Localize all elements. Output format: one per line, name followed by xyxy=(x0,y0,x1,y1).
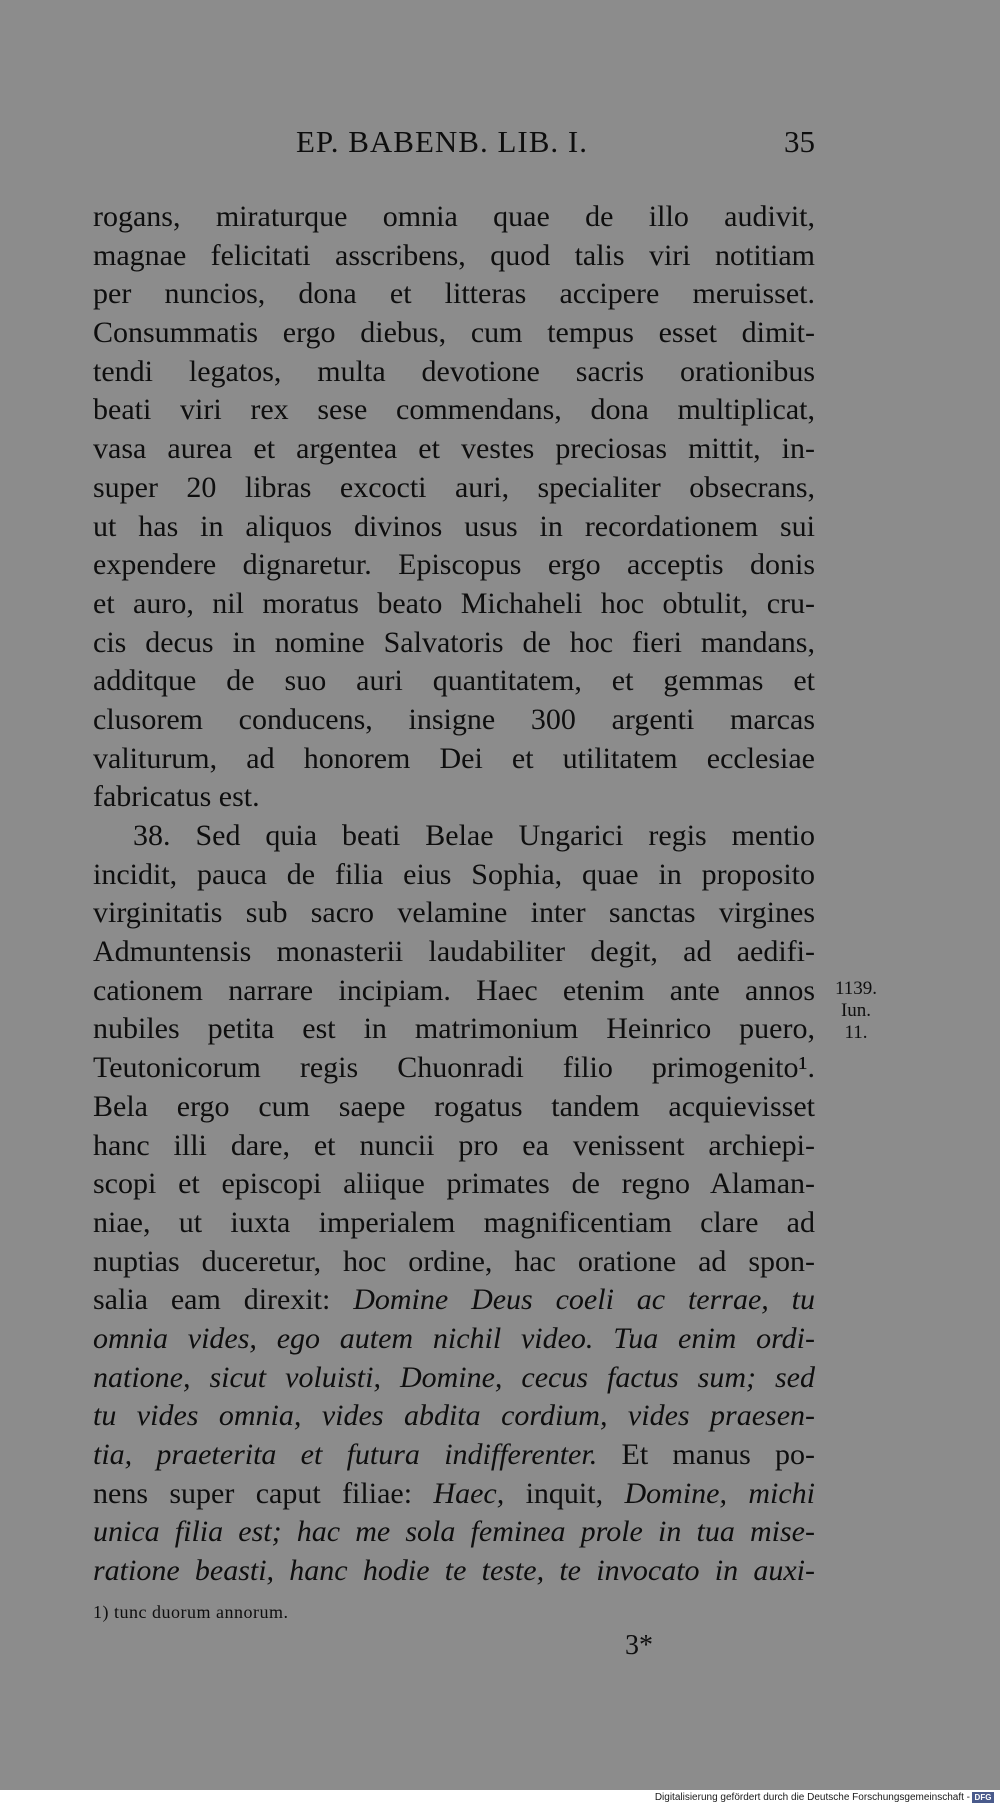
roman-text: nubiles petita est in matrimonium Heinrico puero, xyxy=(93,1012,815,1046)
text-line xyxy=(93,740,815,779)
footnote: 1) tunc duorum annorum. xyxy=(93,1602,289,1622)
text-line xyxy=(93,508,815,547)
roman-text: nens super caput filiae: xyxy=(93,1476,434,1510)
text-line xyxy=(93,1436,815,1475)
roman-text: 38. Sed quia beati Belae Ungarici regis mentio xyxy=(133,819,815,852)
italic-text: Haec, xyxy=(433,1476,505,1510)
roman-text: per nuncios, dona et litteras accipere meruisset. xyxy=(93,277,815,311)
running-title: EP. BABENB. LIB. I. xyxy=(296,124,588,159)
text-line xyxy=(93,701,815,740)
digitization-credit: Digitalisierung gefördert durch die Deutsche Forschungsgemeinschaft - xyxy=(654,1792,970,1803)
text-line xyxy=(93,1359,815,1398)
text-line xyxy=(93,275,815,314)
text-line xyxy=(93,1552,815,1591)
italic-text: natione, sicut voluisti, Domine, cecus factus sum; sed xyxy=(93,1360,815,1394)
page-number: 35 xyxy=(784,124,815,159)
roman-text: inquit, xyxy=(504,1476,625,1510)
roman-text: vasa aurea et argentea et vestes preciosas mittit, in- xyxy=(93,432,815,466)
text-line xyxy=(93,1513,815,1552)
roman-text: Bela ergo cum saepe rogatus tandem acquievisset xyxy=(93,1089,815,1123)
roman-text: et auro, nil moratus beato Michaheli hoc obtulit, cru- xyxy=(93,586,815,620)
text-line xyxy=(93,856,815,895)
roman-text: salia eam direxit: xyxy=(93,1283,354,1317)
text-line xyxy=(93,1088,815,1127)
roman-text: nuptias duceretur, hoc ordine, hac oratione ad spon- xyxy=(93,1244,815,1278)
roman-text: incidit, pauca de filia eius Sophia, quae in proposito xyxy=(93,857,815,891)
roman-text: rogans, miraturque omnia quae de illo audivit, xyxy=(93,200,815,233)
roman-text: Teutonicorum regis Chuonradi filio primogenito¹. xyxy=(93,1051,815,1085)
marginal-year: 1139. xyxy=(834,978,878,999)
page-header xyxy=(0,122,1000,162)
text-line xyxy=(93,1049,815,1088)
text-line xyxy=(93,662,815,701)
text-line xyxy=(93,1165,815,1204)
text-line xyxy=(93,430,815,469)
roman-text: Admuntensis monasterii laudabiliter degit, ad aedifi- xyxy=(93,935,815,969)
marginal-date-note xyxy=(826,978,886,1044)
roman-text: expendere dignaretur. Episcopus ergo acceptis donis xyxy=(93,548,815,582)
text-line xyxy=(93,778,815,817)
text-line xyxy=(93,198,815,237)
text-line xyxy=(93,933,815,972)
text-line xyxy=(93,1320,815,1359)
text-line xyxy=(93,817,815,856)
roman-text: clusorem conducens, insigne 300 argenti marcas xyxy=(93,702,815,736)
roman-text: beati viri rex sese commendans, dona multiplicat, xyxy=(93,393,815,427)
roman-text: Et manus po- xyxy=(597,1438,815,1471)
text-line xyxy=(93,1243,815,1282)
roman-text: tendi legatos, multa devotione sacris orationibus xyxy=(93,354,815,388)
signature-mark: 3* xyxy=(625,1630,653,1661)
text-line xyxy=(93,237,815,276)
roman-text: niae, ut iuxta imperialem magnificentiam clare ad xyxy=(93,1205,815,1239)
roman-text: cationem narrare incipiam. Haec etenim ante annos xyxy=(93,973,815,1007)
roman-text: cis decus in nomine Salvatoris de hoc fieri mandans, xyxy=(93,625,815,659)
text-line xyxy=(93,1010,815,1049)
roman-text: ut has in aliquos divinos usus in recordationem sui xyxy=(93,509,815,543)
roman-text: fabricatus est. xyxy=(93,780,260,814)
text-line xyxy=(93,894,815,933)
roman-text: virginitatis sub sacro velamine inter sanctas virgines xyxy=(93,896,815,930)
roman-text: super 20 libras excocti auri, specialiter obsecrans, xyxy=(93,470,815,504)
text-line xyxy=(93,353,815,392)
roman-text: Consummatis ergo diebus, cum tempus esset dimit- xyxy=(93,316,815,350)
text-line xyxy=(93,469,815,508)
text-line xyxy=(93,314,815,353)
roman-text: scopi et episcopi aliique primates de regno Alaman- xyxy=(93,1167,815,1201)
marginal-day: 11. xyxy=(844,1022,868,1043)
roman-text: valiturum, ad honorem Dei et utilitatem ecclesiae xyxy=(93,741,815,775)
text-line xyxy=(93,1281,815,1320)
text-line xyxy=(93,972,815,1011)
italic-text: unica filia est; hac me sola feminea prole in tua mise- xyxy=(93,1515,815,1549)
italic-text: tu vides omnia, vides abdita cordium, vides praesen- xyxy=(93,1399,815,1433)
main-text xyxy=(93,198,815,1591)
roman-text: magnae felicitati asscribens, quod talis viri notitiam xyxy=(93,238,815,272)
roman-text: additque de suo auri quantitatem, et gemmas et xyxy=(93,664,815,698)
roman-text: hanc illi dare, et nuncii pro ea venissent archiepi- xyxy=(93,1128,815,1162)
text-line xyxy=(93,546,815,585)
italic-text: Domine Deus coeli ac terrae, tu xyxy=(353,1283,815,1317)
dfg-logo-icon: DFG xyxy=(972,1792,994,1803)
italic-text: tia, praeterita et futura indifferenter. xyxy=(93,1438,598,1471)
italic-text: omnia vides, ego autem nichil video. Tua enim ordi- xyxy=(93,1321,815,1355)
text-line xyxy=(93,624,815,663)
italic-text: Domine, michi xyxy=(624,1476,815,1510)
italic-text: ratione beasti, hanc hodie te teste, te invocato in auxi- xyxy=(93,1554,815,1588)
text-line xyxy=(93,391,815,430)
text-line xyxy=(93,1475,815,1514)
marginal-month: Iun. xyxy=(840,1000,872,1021)
text-line xyxy=(93,585,815,624)
text-line xyxy=(93,1397,815,1436)
text-line xyxy=(93,1204,815,1243)
text-line xyxy=(93,1127,815,1166)
